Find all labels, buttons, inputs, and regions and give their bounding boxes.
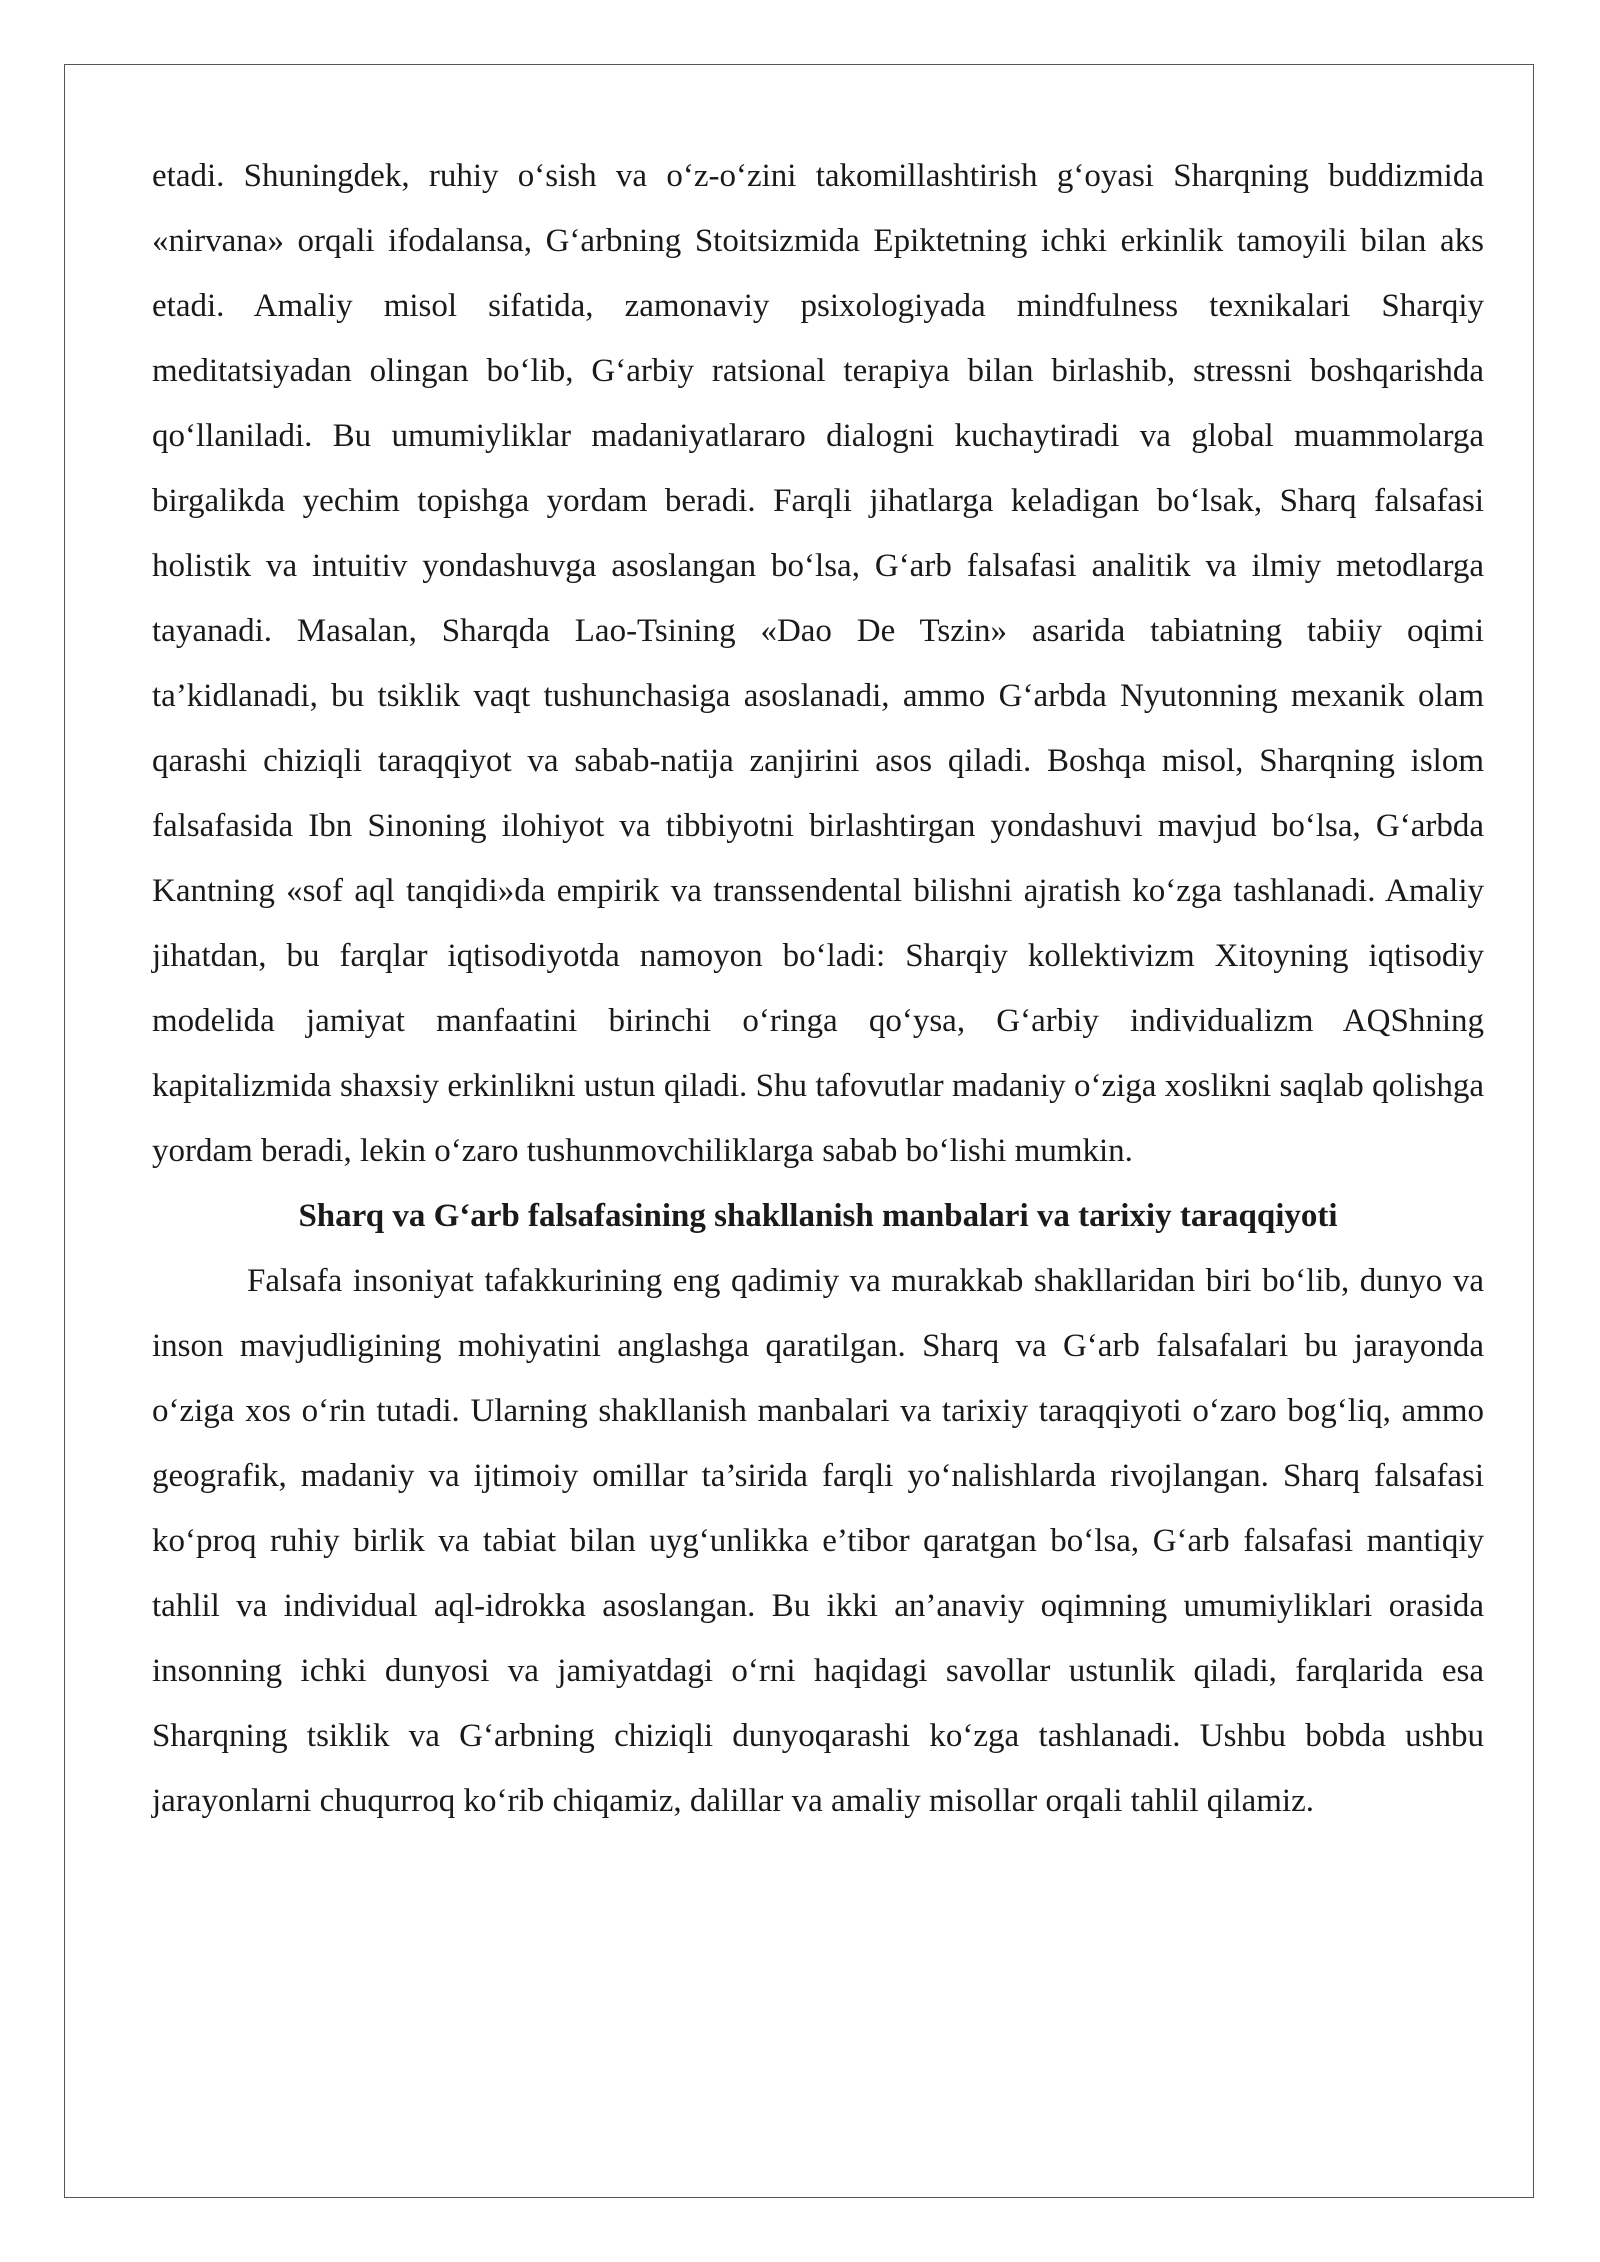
body-paragraph-continued: etadi. Shuningdek, ruhiy o‘sish va o‘z-o‘zini takomillashtirish g‘oyasi Sharqning buddizmida «nirvana» orqali ifodalansa, G‘arbning Stoitsizmida Epiktetning ichki erkinlik tamoyili bilan aks etadi. Amaliy misol sifatida, zamonaviy psixologiyada mindfulness texnikalari Sharqiy meditatsiyadan olingan bo‘lib, G‘arbiy ratsional terapiya bilan birlashib, stressni boshqarishda qo‘llaniladi. Bu umumiyliklar madaniyatlararo dialogni kuchaytiradi va global muammolarga birgalikda yechim topishga yordam beradi. Farqli jihatlarga keladigan bo‘lsak, Sharq falsafasi holistik va intuitiv yondashuvga asoslangan bo‘lsa, G‘arb falsafasi analitik va ilmiy metodlarga tayanadi. Masalan, Sharqda Lao-Tsining «Dao De Tszin» asarida tabiatning tabiiy oqimi ta’kidlanadi, bu tsiklik vaqt tushunchasiga asoslanadi, ammo G‘arbda Nyutonning mexanik olam qarashi chiziqli taraqqiyot va sabab-natija zanjirini asos qiladi. Boshqa misol, Sharqning islom falsafasida Ibn Sinoning ilohiyot va tibbiyotni birlashtirgan yondashuvi mavjud bo‘lsa, G‘arbda Kantning «sof aql tanqidi»da empirik va transsendental bilishni ajratish ko‘zga tashlanadi. Amaliy jihatdan, bu farqlar iqtisodiyotda namoyon bo‘ladi: Sharqiy kollektivizm Xitoyning iqtisodiy modelida jamiyat manfaatini birinchi o‘ringa qo‘ysa, G‘arbiy individualizm AQShning kapitalizmida shaxsiy erkinlikni ustun qiladi. Shu tafovutlar madaniy o‘ziga xoslikni saqlab qolishga yordam beradi, lekin o‘zaro tushunmovchiliklarga sabab bo‘lishi mumkin. <box>152 158 1484 1169</box>
document-body <box>152 144 1484 1834</box>
body-paragraph-intro: Falsafa insoniyat tafakkurining eng qadimiy va murakkab shakllaridan biri bo‘lib, dunyo va inson mavjudligining mohiyatini anglashga qaratilgan. Sharq va G‘arb falsafalari bu jarayonda o‘ziga xos o‘rin tutadi. Ularning shakllanish manbalari va tarixiy taraqqiyoti o‘zaro bog‘liq, ammo geografik, madaniy va ijtimoiy omillar ta’sirida farqli yo‘nalishlarda rivojlangan. Sharq falsafasi ko‘proq ruhiy birlik va tabiat bilan uyg‘unlikka e’tibor qaratgan bo‘lsa, G‘arb falsafasi mantiqiy tahlil va individual aql-idrokka asoslangan. Bu ikki an’anaviy oqimning umumiyliklari orasida insonning ichki dunyosi va jamiyatdagi o‘rni haqidagi savollar ustunlik qiladi, farqlarida esa Sharqning tsiklik va G‘arbning chiziqli dunyoqarashi ko‘zga tashlanadi. Ushbu bobda ushbu jarayonlarni chuqurroq ko‘rib chiqamiz, dalillar va amaliy misollar orqali tahlil qilamiz. <box>152 1263 1484 1819</box>
section-heading: Sharq va G‘arb falsafasining shakllanish manbalari va tarixiy taraqqiyoti <box>298 1198 1338 1234</box>
